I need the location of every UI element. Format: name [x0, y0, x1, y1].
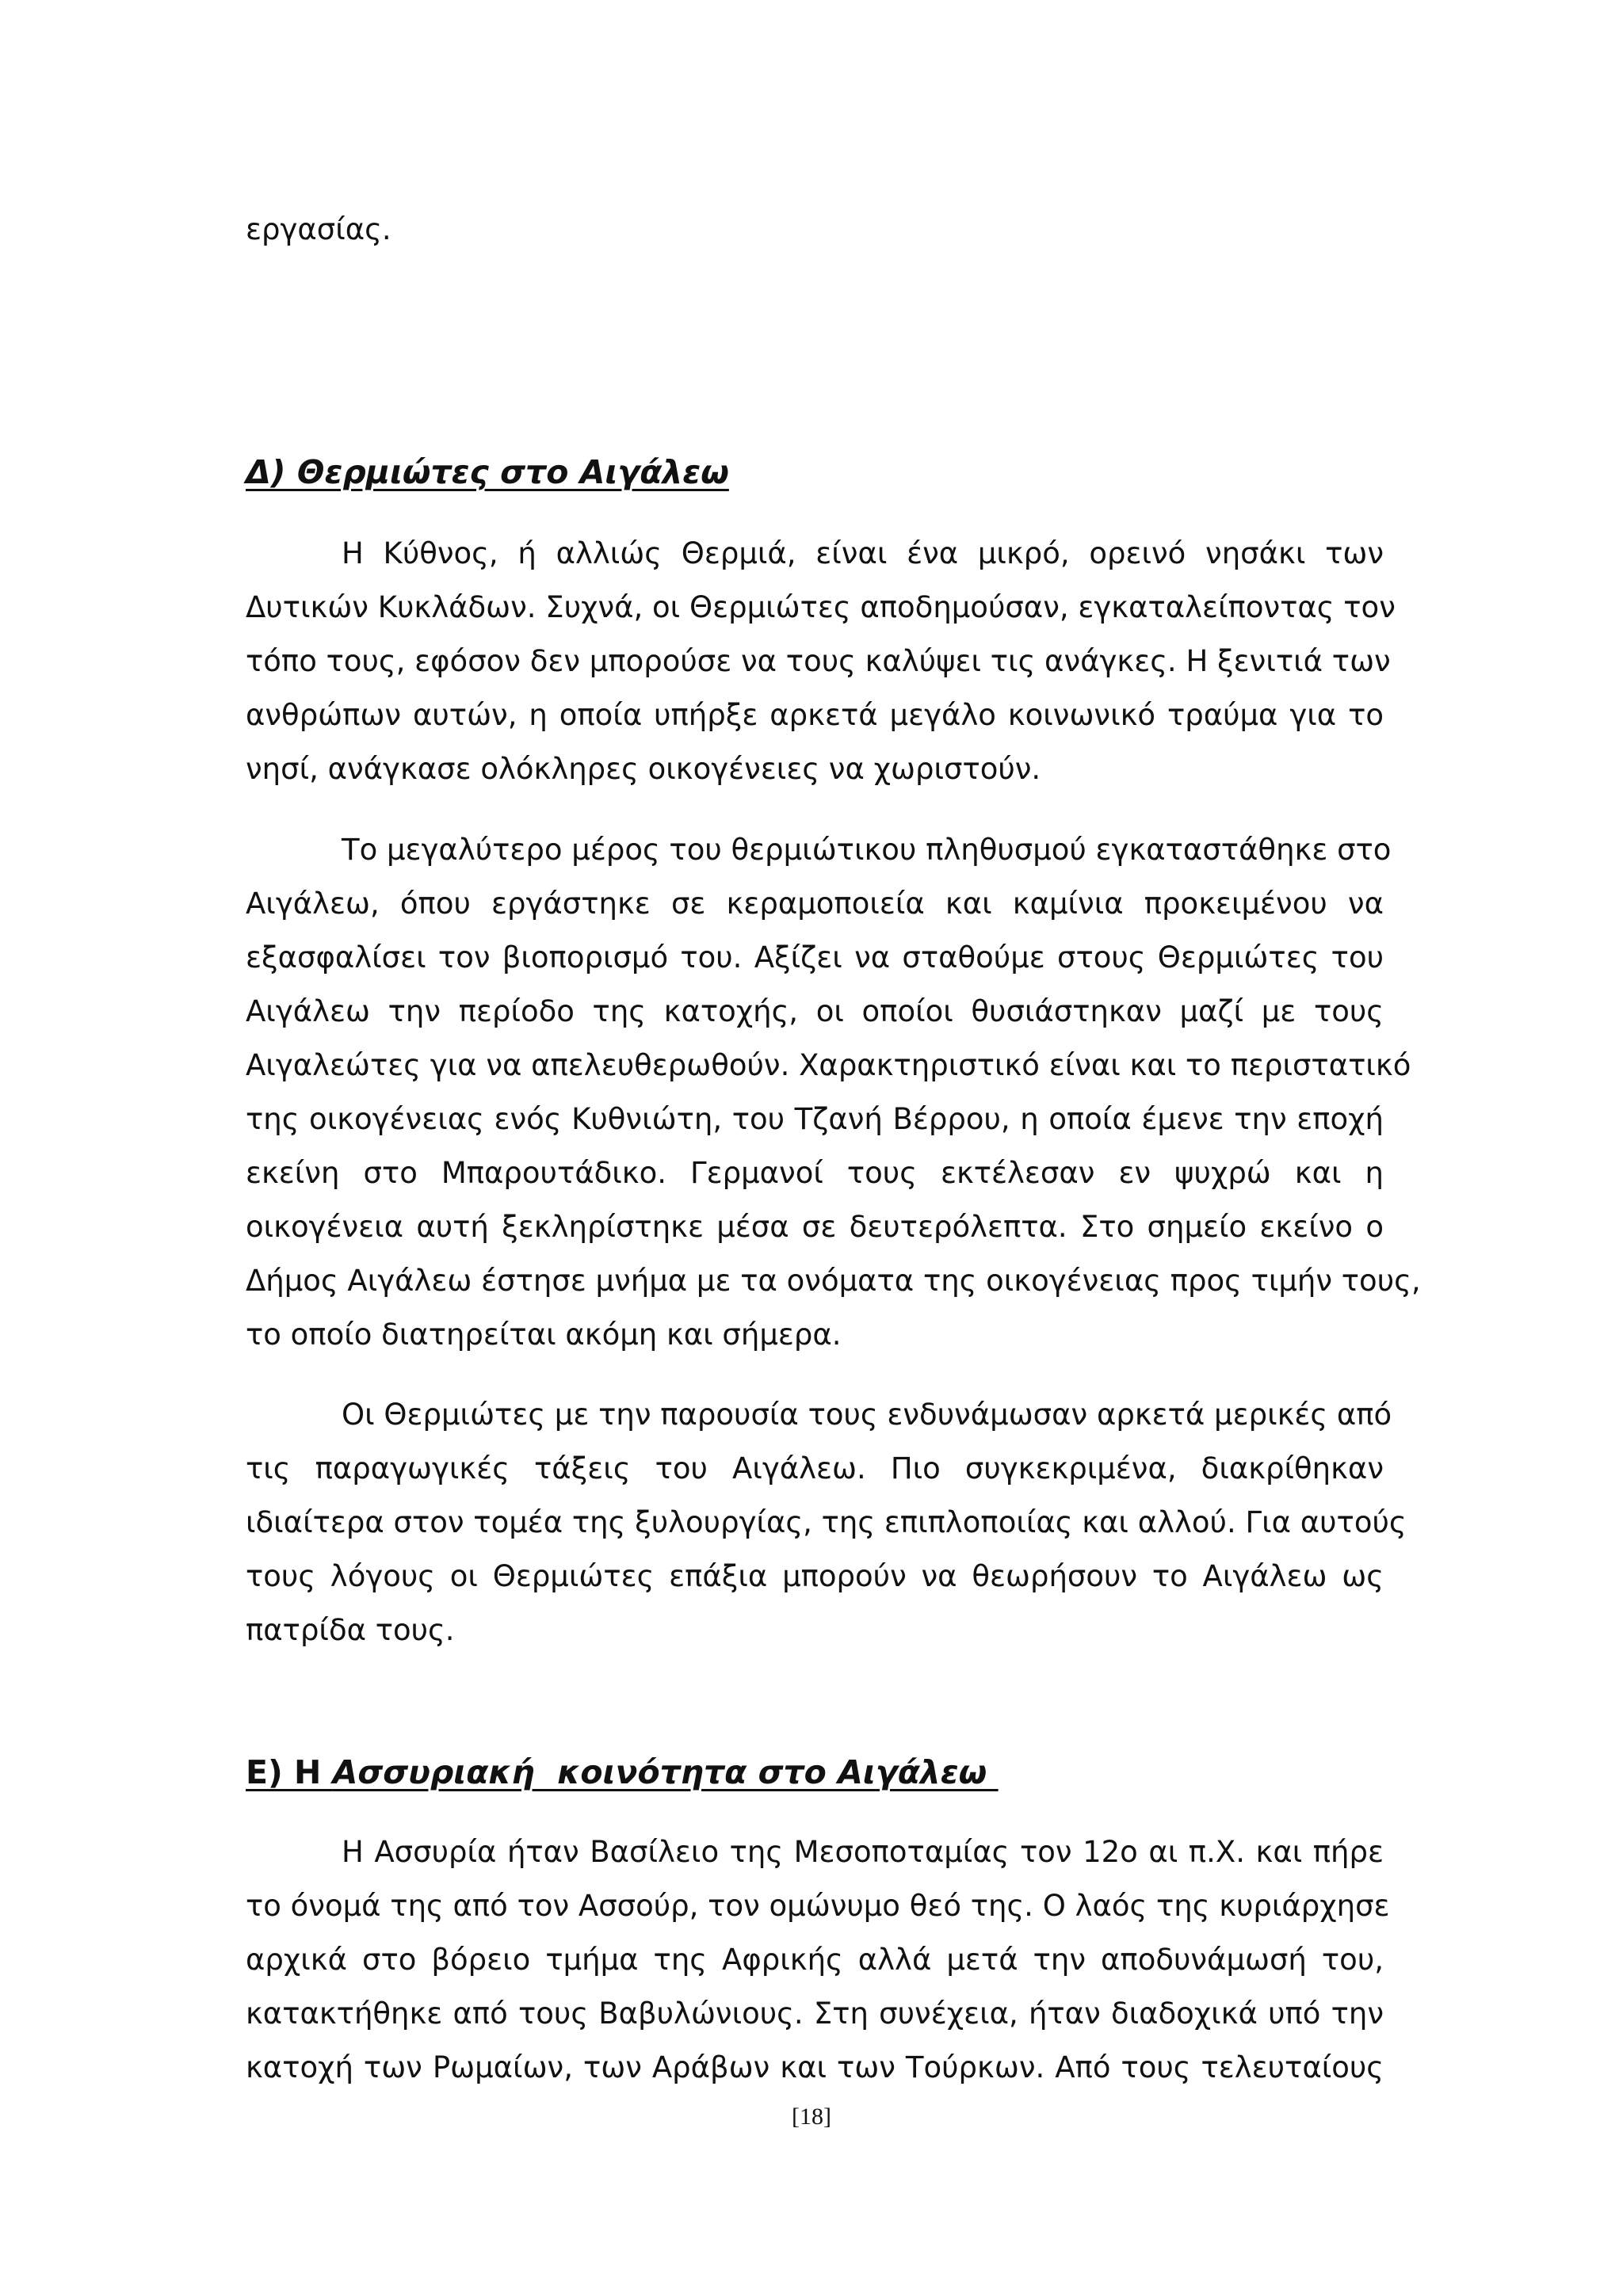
paragraph-line: το οποίο διατηρείται ακόμη και σήμερα. [246, 1318, 842, 1352]
paragraph-line: της οικογένειας ενός Κυθνιώτη, του Τζανή Βέρρου, η οποία έμενε την εποχή [246, 1102, 1384, 1136]
paragraph-line: εξασφαλίσει τον βιοπορισμό του. Αξίζει να σταθούμε στους Θερμιώτες του [246, 940, 1384, 974]
paragraph-line: Οι Θερμιώτες με την παρουσία τους ενδυνάμωσαν αρκετά μερικές από [342, 1398, 1392, 1432]
paragraph-line: Η Ασσυρία ήταν Βασίλειο της Μεσοποταμίας τον 12ο αι π.Χ. και πήρε [342, 1835, 1384, 1869]
paragraph-line: Η Κύθνος, ή αλλιώς Θερμιά, είναι ένα μικρό, ορεινό νησάκι των [342, 536, 1384, 570]
paragraph-line: τις παραγωγικές τάξεις του Αιγάλεω. Πιο συγκεκριμένα, διακρίθηκαν [246, 1451, 1384, 1486]
paragraph-line: ιδιαίτερα στον τομέα της ξυλουργίας, της επιπλοποιίας και αλλού. Για αυτούς [246, 1505, 1407, 1539]
paragraph-line: Αιγάλεω την περίοδο της κατοχής, οι οποίοι θυσιάστηκαν μαζί με τους [246, 994, 1384, 1028]
paragraph-line: τους λόγους οι Θερμιώτες επάξια μπορούν να θεωρήσουν το Αιγάλεω ως [246, 1559, 1384, 1593]
paragraph-line: Δυτικών Κυκλάδων. Συχνά, οι Θερμιώτες αποδημούσαν, εγκαταλείποντας τον [246, 590, 1396, 624]
paragraph-line: Δήμος Αιγάλεω έστησε μνήμα με τα ονόματα της οικογένειας προς τιμήν τους, [246, 1264, 1421, 1298]
paragraph-line: οικογένεια αυτή ξεκληρίστηκε μέσα σε δευτερόλεπτα. Στο σημείο εκείνο ο [246, 1210, 1384, 1244]
paragraph-line: Το μεγαλύτερο μέρος του θερμιώτικου πληθυσμού εγκαταστάθηκε στο [342, 833, 1392, 867]
paragraph-line: ανθρώπων αυτών, η οποία υπήρξε αρκετά μεγάλο κοινωνικό τραύμα για το [246, 698, 1384, 732]
paragraph-line: Αιγάλεω, όπου εργάστηκε σε κεραμοποιεία και καμίνια προκειμένου να [246, 887, 1384, 921]
carryover-text: εργασίας. [246, 212, 391, 246]
page-number: [18] [792, 2103, 831, 2130]
section-e-heading [246, 1745, 999, 1799]
section-d-heading: Δ) Θερμιώτες στο Αιγάλεω [246, 453, 729, 491]
paragraph-line: εκείνη στο Μπαρουτάδικο. Γερμανοί τους εκτέλεσαν εν ψυχρώ και η [246, 1156, 1384, 1190]
paragraph-line: κατακτήθηκε από τους Βαβυλώνιους. Στη συνέχεια, ήταν διαδοχικά υπό την [246, 1997, 1384, 2031]
section-e-heading-prefix: Ε) Η [246, 1753, 333, 1791]
paragraph-line: το όνομά της από τον Ασσούρ, τον ομώνυμο θεό της. Ο λαός της κυριάρχησε [246, 1889, 1390, 1923]
paragraph-line: νησί, ανάγκασε ολόκληρες οικογένειες να χωριστούν. [246, 752, 1041, 786]
paragraph-line: τόπο τους, εφόσον δεν μπορούσε να τους καλύψει τις ανάγκες. Η ξενιτιά των [246, 644, 1391, 678]
paragraph-line: Αιγαλεώτες για να απελευθερωθούν. Χαρακτηριστικό είναι και το περιστατικό [246, 1048, 1411, 1082]
section-e-heading-title: Ασσυριακή κοινότητα στο Αιγάλεω [332, 1753, 999, 1791]
paragraph-line: κατοχή των Ρωμαίων, των Αράβων και των Τούρκων. Από τους τελευταίους [246, 2050, 1384, 2084]
paragraph-line: πατρίδα τους. [246, 1613, 455, 1647]
paragraph-line: αρχικά στο βόρειο τμήμα της Αφρικής αλλά μετά την αποδυνάμωσή του, [246, 1943, 1384, 1977]
